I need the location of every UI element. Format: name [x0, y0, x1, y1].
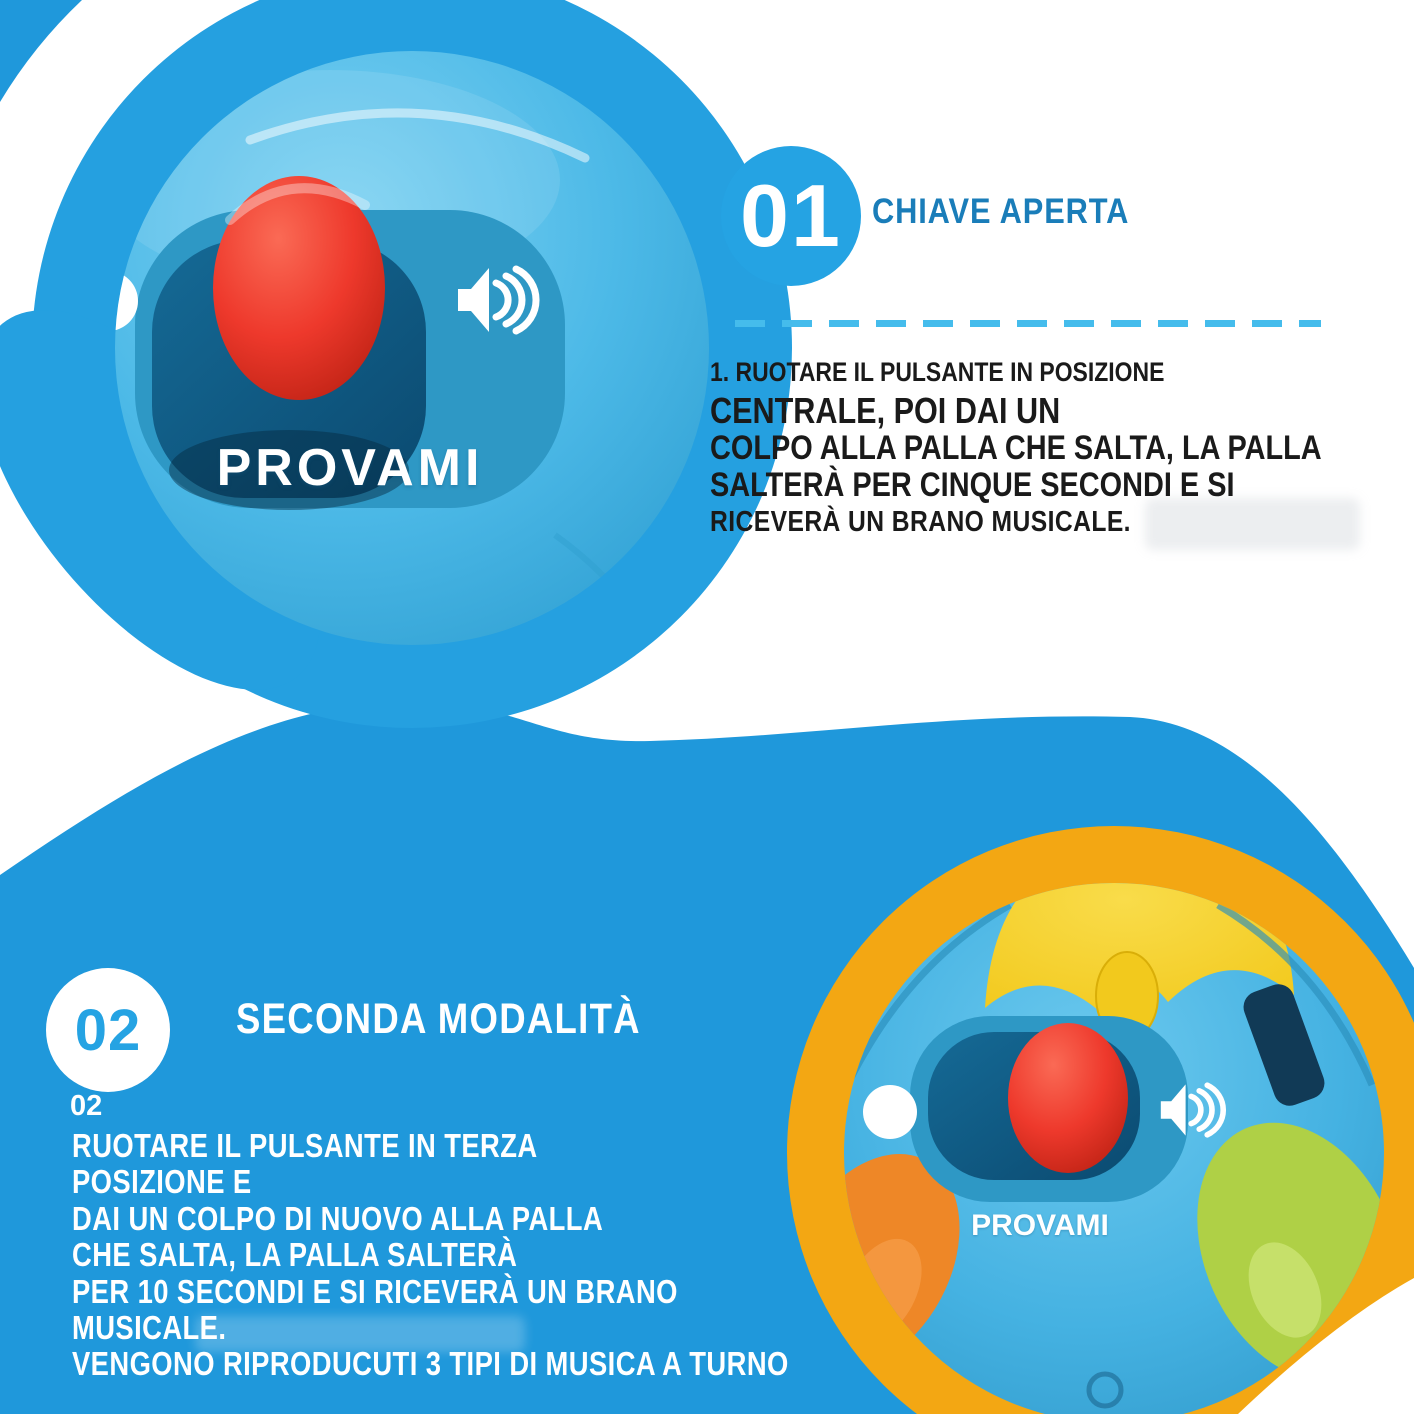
- step1-line: CENTRALE, POI DAI UN: [710, 390, 1061, 431]
- step2-instructions: [72, 1128, 789, 1383]
- step1-line: COLPO ALLA PALLA CHE SALTA, LA PALLA: [710, 429, 1322, 467]
- step1-instructions: [710, 352, 1322, 542]
- step1-number-badge: 01: [721, 146, 861, 286]
- photo2-red-button: [1008, 1023, 1128, 1173]
- step2-line: DAI UN COLPO DI NUOVO ALLA PALLA: [72, 1199, 604, 1237]
- step2-number-badge: 02: [46, 968, 170, 1092]
- step2-line: CHE SALTA, LA PALLA SALTERÀ: [72, 1236, 518, 1274]
- step2-title: SECONDA MODALITÀ: [236, 995, 641, 1043]
- photo2-indicator-dot: [863, 1085, 917, 1139]
- photo2-provami-label: PROVAMI: [971, 1209, 1109, 1242]
- step2-line: VENGONO RIPRODUCUTI 3 TIPI DI MUSICA A TURNO: [72, 1345, 789, 1383]
- step2-line: PER 10 SECONDI E SI RICEVERÀ UN BRANO: [72, 1272, 678, 1310]
- step1-title: CHIAVE APERTA: [872, 192, 1130, 231]
- step1-line: RICEVERÀ UN BRANO MUSICALE.: [710, 506, 1131, 538]
- dashed-divider: [735, 320, 1321, 327]
- step2-line: POSIZIONE E: [72, 1163, 252, 1201]
- step2-line: RUOTARE IL PULSANTE IN TERZA: [72, 1127, 538, 1164]
- step1-line: SALTERÀ PER CINQUE SECONDI E SI: [710, 466, 1235, 504]
- step2-line: MUSICALE.: [72, 1309, 227, 1347]
- step1-line: 1. RUOTARE IL PULSANTE IN POSIZIONE: [710, 357, 1165, 387]
- photo1-provami-label: PROVAMI: [216, 439, 484, 497]
- step2-small-number: 02: [70, 1090, 103, 1122]
